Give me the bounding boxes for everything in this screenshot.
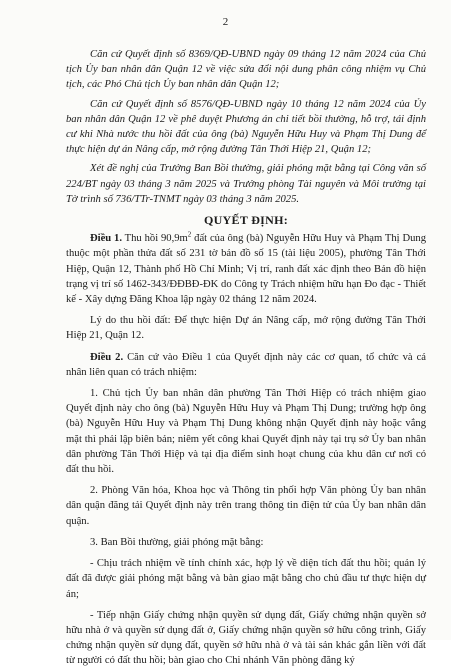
area-unit-superscript: 2 [187, 230, 192, 239]
sub-list-item: - Tiếp nhận Giấy chứng nhận quyền sử dụng đất, Giấy chứng nhận quyền sở hữu nhà ở và quyền sử dụng đất ở, Giấy chứng nhận quyền sở hữu công trình, Giấy chứng nhận quyền sử dụng đất, quyền sở hữu nhà ở và tài sản khác gắn liền với đất từ người có đất thu hồi; bàn giao cho Chi nhánh Văn phòng đăng ký [66, 609, 426, 667]
list-item: 3. Ban Bồi thường, giải phóng mặt bằng: [90, 536, 264, 548]
decision-title: QUYẾT ĐỊNH: [203, 213, 289, 228]
preamble-paragraph: Căn cứ Quyết định số 8576/QĐ-UBND ngày 10 tháng 12 năm 2024 của Ủy ban nhân dân Quận 12 về phê duyệt Phương án chi tiết bồi thường, hỗ trợ, tái định cư khi Nhà nước thu hồi đất của ông (bà) Nguyễn Hữu Huy và Phạm Thị Dung để thực hiện dự án Nâng cấp, mở rộng đường Tân Thới Hiệp 21, Quận 12; [66, 98, 426, 156]
reason-paragraph: Lý do thu hồi đất: Để thực hiện Dự án Nâng cấp, mở rộng đường Tân Thới Hiệp 21, Quận 12. [66, 315, 426, 342]
article-2 [66, 350, 426, 380]
sub-list-item: - Chịu trách nhiệm về tính chính xác, hợp lý về diện tích đất thu hồi; quản lý đất đã được giải phóng mặt bằng và bàn giao mặt bằng cho chủ đầu tư thực hiện dự án; [66, 558, 426, 600]
article-1 [66, 231, 426, 307]
article-2-label: Điều 2. [90, 351, 124, 363]
article-1-text-a: Thu hồi 90,9m [122, 233, 188, 245]
list-item: 2. Phòng Văn hóa, Khoa học và Thông tin phối hợp Văn phòng Ủy ban nhân dân quận đăng tải Quyết định này trên trang thông tin điện tử của Ủy ban nhân dân quận. [66, 485, 426, 527]
page-number: 2 [222, 16, 229, 28]
article-1-text-b: đất của ông (bà) Nguyễn Hữu Huy và Phạm Thị Dung thuộc một phần thửa đất số 231 tờ bản đồ số 15 (tài liệu 2005), phường Tân Thới Hiệp, Quận 12, Thành phố Hồ Chí Minh; Vị trí, ranh đất xác định theo Bản đồ hiện trạng vị trí số 1462-343/ĐĐBĐ-ĐK do Công ty Trách nhiệm hữu hạn Đo đạc - Thiết kế - Xây dựng Đăng Khoa lập ngày 02 tháng 12 năm 2024. [66, 233, 427, 306]
preamble-paragraph: Căn cứ Quyết định số 8369/QĐ-UBND ngày 09 tháng 12 năm 2024 của Chủ tịch Ủy ban nhân dân Quận 12 về việc sửa đổi nội dung phân công nhiệm vụ Chủ tịch, các Phó Chủ tịch Ủy ban nhân dân Quận 12; [66, 49, 426, 91]
document-body [66, 47, 426, 669]
list-item: 1. Chủ tịch Ủy ban nhân dân phường Tân Thới Hiệp có trách nhiệm giao Quyết định này cho ông (bà) Nguyễn Hữu Huy và Phạm Thị Dung; trường hợp ông (bà) Nguyễn Hữu Huy và Phạm Thị Dung không nhận Quyết định này hoặc vắng mặt thì phải lập biên bản; niêm yết công khai Quyết định này tại trụ sở Ủy ban nhân dân phường Tân Thới Hiệp và tại địa điểm sinh hoạt chung của khu dân cư nơi có đất thu hồi. [66, 388, 426, 476]
article-2-text: Căn cứ vào Điều 1 của Quyết định này các cơ quan, tổ chức và cá nhân liên quan có trách nhiệm: [66, 351, 427, 378]
preamble-paragraph: Xét đề nghị của Trưởng Ban Bồi thường, giải phóng mặt bằng tại Công văn số 224/BT ngày 03 tháng 3 năm 2025 và Trưởng phòng Tài nguyên và Môi trường tại Tờ trình số 736/TTr-TNMT ngày 03 tháng 3 năm 2025. [66, 163, 426, 205]
article-1-label: Điều 1. [90, 233, 122, 245]
